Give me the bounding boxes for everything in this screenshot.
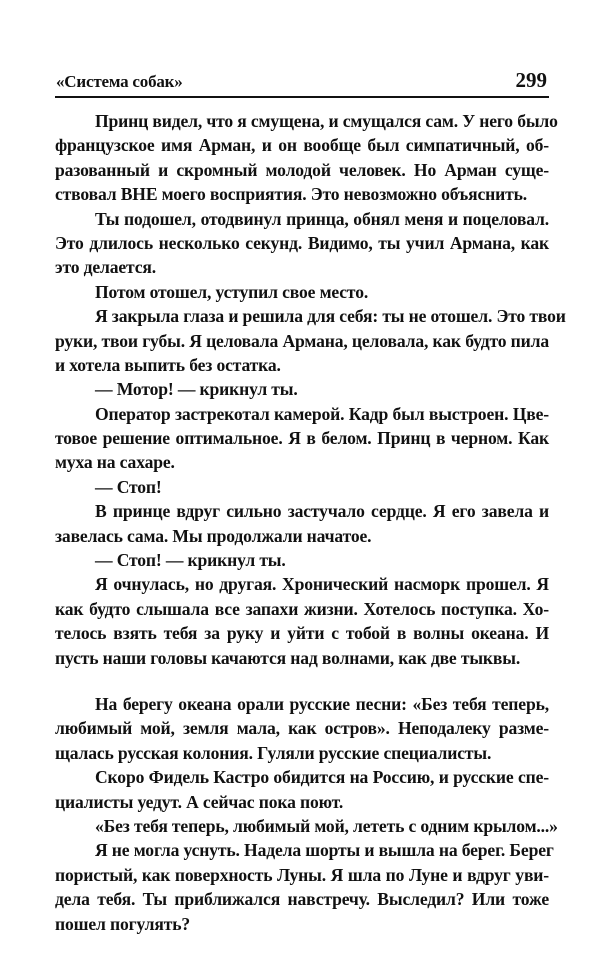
text-line: и хотела выпить без остатка. [55,354,281,375]
text-line: пористый, как поверхность Луны. Я шла по Луне и вдруг уви- [55,864,549,885]
text-line: руки, твои губы. Я целовала Армана, целовала, как будто пила [55,330,549,351]
text-line: как будто слышала все запахи жизни. Хотелось поступка. Хо- [55,598,549,619]
text-line: любимый мой, земля мала, как остров». Неподалеку разме- [55,718,549,739]
text-line: телось взять тебя за руку и уйти с тобой в волны океана. И [55,623,549,644]
text-line: Я закрыла глаза и решила для себя: ты не отошел. Это твои [95,306,566,327]
text-line: пошел погулять? [55,913,191,934]
section-break [55,670,549,692]
text-line: — Мотор! — крикнул ты. [95,379,298,400]
text-line: Принц видел, что я смущена, и смущался сам. У него было [95,111,558,131]
text-line: Это длилось несколько секунд. Видимо, ты учил Армана, как [55,232,549,253]
text-line: Я не могла уснуть. Надела шорты и вышла на берег. Берег [95,840,554,861]
text-line: В принце вдруг сильно застучало сердце. Я его завела и [95,501,549,522]
page-header [55,68,549,98]
text-line: — Стоп! — крикнул ты. [95,550,286,571]
text-line: муха на сахаре. [55,452,175,473]
text-line: ствовал ВНЕ моего восприятия. Это невозможно объяснить. [55,184,528,205]
text-line: щалась русская колония. Гуляли русские специалисты. [55,742,492,763]
text-line: Потом отошел, уступил свое место. [95,281,369,302]
text-line: дела тебя. Ты приближался навстречу. Выследил? Или тоже [55,889,549,910]
text-line: «Без тебя теперь, любимый мой, лететь с одним крылом...» [95,815,558,836]
running-title: «Система собак» [56,72,183,91]
text-line: Скоро Фидель Кастро обидится на Россию, и русские спе- [95,767,549,788]
text-line: пусть наши головы качаются над волнами, как две тыквы. [55,647,521,668]
text-line: Оператор застрекотал камерой. Кадр был выстроен. Цве- [95,403,549,424]
text-line: это делается. [55,257,157,278]
page-number: 299 [515,68,547,92]
text-line: На берегу океана орали русские песни: «Без тебя теперь, [95,693,549,714]
text-line: товое решение оптимальное. Я в белом. Принц в черном. Как [55,428,549,449]
text-line: — Стоп! [95,476,162,497]
text-line: Я очнулась, но другая. Хронический насморк прошел. Я [95,574,549,595]
body-text [55,109,566,936]
text-line: французское имя Арман, и он вообще был симпатичный, об- [55,135,549,156]
text-line: разованный и скромный молодой человек. Но Арман суще- [55,159,549,180]
text-line: Ты подошел, отодвинул принца, обнял меня и поцеловал. [95,208,549,229]
text-line: циалисты уедут. А сейчас пока поют. [55,791,344,812]
text-line: завелась сама. Мы продолжали начатое. [55,525,372,546]
